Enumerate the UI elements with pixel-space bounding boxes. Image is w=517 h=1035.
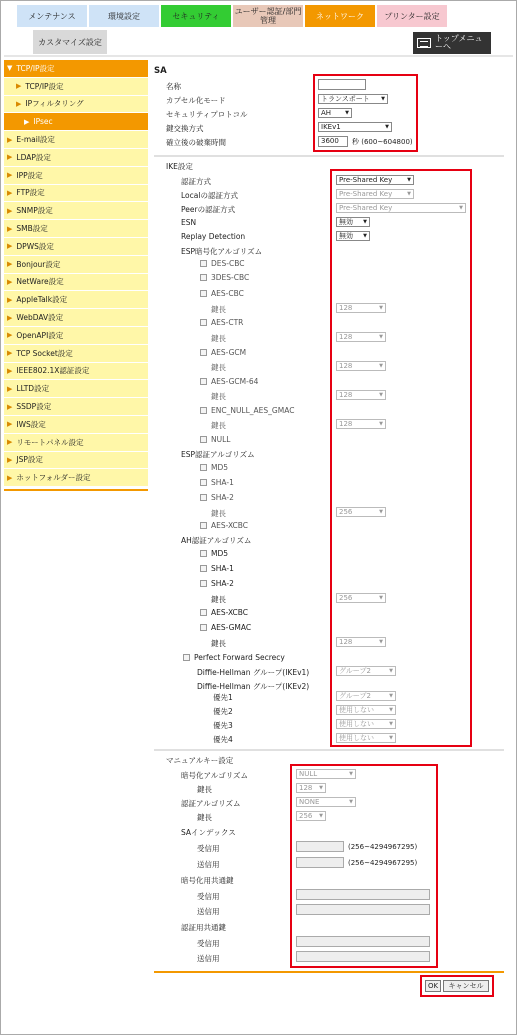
chevron-right-icon: ▶ — [7, 153, 13, 162]
sidebar-item-label: Bonjour設定 — [16, 259, 61, 269]
sidebar-item-tcpip-group[interactable] — [4, 60, 148, 78]
esp-enc-label: ESP暗号化アルゴリズム — [181, 247, 263, 256]
esp-enc-option-label: ENC_NULL_AES_GMAC — [211, 406, 295, 415]
priority-1-select[interactable]: グループ2 ▼ — [336, 691, 396, 701]
sidebar — [4, 60, 148, 487]
esn-label: ESN — [181, 218, 197, 227]
manual-enc-keylen-label: 鍵長 — [197, 785, 212, 794]
pfs-checkbox[interactable] — [183, 654, 190, 661]
esp-auth-checkbox[interactable] — [200, 464, 207, 471]
security-protocol-select[interactable]: AH ▼ — [318, 108, 352, 118]
priority-4-label: 優先4 — [213, 735, 233, 744]
top-menu-button[interactable] — [413, 32, 491, 54]
esp-enc-checkbox[interactable] — [200, 378, 207, 385]
spi-label: SAインデックス — [181, 828, 236, 837]
esp-enc-checkbox[interactable] — [200, 260, 207, 267]
esp-enc-option-label: AES-GCM — [211, 348, 247, 357]
manual-auth-label: 認証アルゴリズム — [181, 799, 241, 808]
key-length-label: 鍵長 — [211, 334, 226, 343]
chevron-right-icon: ▶ — [7, 206, 13, 215]
sidebar-item-label: FTP設定 — [16, 188, 45, 198]
sidebar-item-ldap[interactable] — [4, 149, 148, 167]
manual-key-title: マニュアルキー設定 — [166, 756, 234, 765]
auth-method-label: 認証方式 — [181, 177, 211, 186]
footer-divider — [154, 971, 504, 973]
sidebar-item-tcp-socket[interactable] — [4, 345, 148, 363]
esp-enc-option-label: AES-CBC — [211, 289, 244, 298]
sidebar-item-label: NetWare設定 — [16, 277, 64, 287]
key-length-label: 鍵長 — [211, 509, 226, 518]
chevron-right-icon: ▶ — [7, 455, 13, 464]
sidebar-item-label: TCP Socket設定 — [16, 348, 73, 358]
sidebar-item-label: OpenAPI設定 — [16, 330, 64, 340]
replay-detection-label: Replay Detection — [181, 232, 246, 241]
chevron-right-icon: ▶ — [16, 82, 22, 91]
sidebar-item-ieee8021x[interactable] — [4, 363, 148, 381]
sidebar-item-smb[interactable] — [4, 220, 148, 238]
manual-auth-select[interactable]: NONE ▼ — [296, 797, 356, 807]
auth-key-send-label: 送信用 — [197, 954, 220, 963]
sidebar-item-bonjour[interactable] — [4, 256, 148, 274]
key-length-label: 鍵長 — [211, 363, 226, 372]
chevron-right-icon: ▶ — [7, 295, 13, 304]
priority-4-select[interactable]: 使用しない ▼ — [336, 733, 396, 743]
manual-enc-label: 暗号化アルゴリズム — [181, 771, 249, 780]
lifetime-unit: 秒 (600~604800) — [352, 138, 413, 146]
key-length-label: 鍵長 — [211, 639, 226, 648]
sidebar-item-tcpip[interactable] — [4, 78, 148, 96]
chevron-right-icon: ▶ — [16, 99, 22, 108]
ah-auth-option-label: MD5 — [211, 549, 229, 558]
key-length-label: 鍵長 — [211, 595, 226, 604]
spi-recv-label: 受信用 — [197, 844, 220, 853]
sidebar-item-label: DPWS設定 — [16, 241, 54, 251]
menu-icon — [417, 38, 431, 48]
chevron-right-icon: ▶ — [7, 331, 13, 340]
top-tabs — [16, 4, 448, 30]
chevron-right-icon: ▶ — [7, 242, 13, 251]
sidebar-item-label: AppleTalk設定 — [16, 295, 68, 305]
esp-enc-checkbox[interactable] — [200, 407, 207, 414]
esp-enc-checkbox[interactable] — [200, 349, 207, 356]
tab-printer[interactable]: プリンター設定 — [376, 4, 448, 28]
ah-auth-option-label: AES-GMAC — [211, 623, 252, 632]
esp-enc-checkbox[interactable] — [200, 274, 207, 281]
enc-key-send-label: 送信用 — [197, 907, 220, 916]
sidebar-item-email[interactable] — [4, 131, 148, 149]
chevron-down-icon: ▼ — [7, 64, 13, 73]
dh-ikev1-label: Diffie-Hellman グループ(IKEv1) — [197, 668, 310, 677]
auth-method-select[interactable]: Pre-Shared Key ▼ — [336, 175, 414, 185]
sidebar-item-label: TCP/IP設定 — [25, 81, 64, 91]
key-length-select[interactable]: 256 ▼ — [336, 593, 386, 603]
sidebar-item-ipsec[interactable] — [4, 113, 148, 131]
key-length-select[interactable]: 128 ▼ — [336, 303, 386, 313]
sidebar-item-remote-panel[interactable] — [4, 434, 148, 452]
manual-key-highlight-box — [290, 764, 438, 968]
tab-user-auth[interactable]: ユーザー認証/部門管理 — [232, 4, 304, 28]
replay-detection-select[interactable]: 無効 ▼ — [336, 231, 370, 241]
sidebar-item-label: IPフィルタリング — [25, 99, 84, 109]
ah-auth-checkbox[interactable] — [200, 580, 207, 587]
sidebar-item-label: IPsec — [33, 117, 53, 127]
auth-key-recv-label: 受信用 — [197, 939, 220, 948]
sidebar-item-label: SSDP設定 — [16, 402, 52, 412]
sidebar-item-snmp[interactable] — [4, 202, 148, 220]
header-divider — [4, 55, 513, 57]
sidebar-item-ipp[interactable] — [4, 167, 148, 185]
local-auth-label: Localの認証方式 — [181, 191, 238, 200]
esp-auth-option-label: MD5 — [211, 463, 229, 472]
esp-auth-checkbox[interactable] — [200, 479, 207, 486]
key-length-select[interactable]: 256 ▼ — [336, 507, 386, 517]
esp-enc-option-label: AES-GCM-64 — [211, 377, 259, 386]
esp-enc-option-label: AES-CTR — [211, 318, 244, 327]
chevron-right-icon: ▶ — [7, 260, 13, 269]
tab-network[interactable]: ネットワーク — [304, 4, 376, 28]
peer-auth-select[interactable]: Pre-Shared Key ▼ — [336, 203, 466, 213]
manual-enc-keylen-select[interactable]: 128 ▼ — [296, 783, 326, 793]
sidebar-item-jsp[interactable] — [4, 452, 148, 470]
sidebar-item-iws[interactable] — [4, 416, 148, 434]
esp-auth-option-label: SHA-2 — [211, 493, 234, 502]
key-length-select[interactable]: 128 ▼ — [336, 361, 386, 371]
sidebar-item-label: JSP設定 — [16, 455, 43, 465]
sidebar-item-label: IEEE802.1X認証設定 — [16, 366, 90, 376]
key-length-select[interactable]: 128 ▼ — [336, 390, 386, 400]
spi-send-label: 送信用 — [197, 860, 220, 869]
lifetime-label: 確立後の破棄時間 — [166, 138, 226, 147]
sidebar-item-label: ホットフォルダー設定 — [16, 473, 91, 483]
chevron-right-icon: ▶ — [7, 473, 13, 482]
ah-auth-option-label: AES-XCBC — [211, 608, 249, 617]
sidebar-item-ftp[interactable] — [4, 185, 148, 203]
ah-auth-option-label: SHA-2 — [211, 579, 234, 588]
priority-3-label: 優先3 — [213, 721, 233, 730]
sidebar-item-label: E-mail設定 — [16, 135, 55, 145]
sidebar-item-label: SMB設定 — [16, 224, 48, 234]
tab-customize[interactable]: カスタマイズ設定 — [33, 30, 107, 54]
ok-button[interactable]: OK — [425, 980, 441, 992]
chevron-right-icon: ▶ — [7, 224, 13, 233]
sidebar-item-label: LLTD設定 — [16, 384, 50, 394]
ike-section-divider — [154, 155, 504, 157]
chevron-right-icon: ▶ — [7, 188, 13, 197]
chevron-right-icon: ▶ — [7, 313, 13, 322]
sidebar-item-label: WebDAV設定 — [16, 313, 64, 323]
sidebar-item-label: リモートパネル設定 — [16, 437, 84, 447]
esp-auth-checkbox[interactable] — [200, 494, 207, 501]
lifetime-field[interactable]: 3600 — [318, 136, 348, 147]
cancel-button[interactable]: キャンセル — [443, 980, 489, 992]
enc-key-label: 暗号化用共通鍵 — [181, 876, 234, 885]
dh-ikev1-select[interactable]: グループ2 ▼ — [336, 666, 396, 676]
esp-enc-checkbox[interactable] — [200, 290, 207, 297]
sidebar-item-webdav[interactable] — [4, 309, 148, 327]
sidebar-item-label: LDAP設定 — [16, 152, 51, 162]
tab-environment[interactable]: 環境設定 — [88, 4, 160, 28]
ah-auth-checkbox[interactable] — [200, 550, 207, 557]
esp-enc-option-label: NULL — [211, 435, 231, 444]
sidebar-item-ssdp[interactable] — [4, 398, 148, 416]
esp-enc-option-label: DES-CBC — [211, 259, 245, 268]
key-length-select[interactable]: 128 ▼ — [336, 419, 386, 429]
esp-auth-option-label: AES-XCBC — [211, 521, 249, 530]
spi-send-range: (256~4294967295) — [348, 859, 418, 867]
esp-enc-checkbox[interactable] — [200, 319, 207, 326]
buttons-highlight-box — [420, 975, 494, 997]
key-length-select[interactable]: 128 ▼ — [336, 637, 386, 647]
tab-maintenance[interactable]: メンテナンス — [16, 4, 88, 28]
sa-highlight-box — [313, 74, 418, 152]
manual-enc-select[interactable]: NULL ▼ — [296, 769, 356, 779]
ah-auth-checkbox[interactable] — [200, 624, 207, 631]
esp-enc-option-label: 3DES-CBC — [211, 273, 250, 282]
key-length-label: 鍵長 — [211, 421, 226, 430]
manual-auth-keylen-label: 鍵長 — [197, 813, 212, 822]
sidebar-item-ip-filtering[interactable] — [4, 96, 148, 114]
chevron-right-icon: ▶ — [7, 349, 13, 358]
ike-title: IKE設定 — [166, 162, 193, 171]
sidebar-item-dpws[interactable] — [4, 238, 148, 256]
auth-key-label: 認証用共通鍵 — [181, 923, 226, 932]
encap-mode-label: カプセル化モード — [166, 96, 226, 105]
sidebar-item-lltd[interactable] — [4, 380, 148, 398]
priority-1-label: 優先1 — [213, 693, 233, 702]
dh-ikev2-label: Diffie-Hellman グループ(IKEv2) — [197, 682, 310, 691]
ike-highlight-box — [330, 169, 472, 747]
sa-title: SA — [154, 66, 167, 76]
sidebar-item-label: SNMP設定 — [16, 206, 53, 216]
sidebar-item-label: IPP設定 — [16, 170, 43, 180]
key-length-select[interactable]: 128 ▼ — [336, 332, 386, 342]
priority-3-select[interactable]: 使用しない ▼ — [336, 719, 396, 729]
esp-auth-checkbox[interactable] — [200, 522, 207, 529]
priority-2-label: 優先2 — [213, 707, 233, 716]
peer-auth-label: Peerの認証方式 — [181, 205, 236, 214]
esp-enc-checkbox[interactable] — [200, 436, 207, 443]
ah-auth-label: AH認証アルゴリズム — [181, 536, 252, 545]
chevron-right-icon: ▶ — [7, 402, 13, 411]
sidebar-item-label: IWS設定 — [16, 419, 46, 429]
key-length-label: 鍵長 — [211, 392, 226, 401]
sidebar-item-label: TCP/IP設定 — [16, 63, 55, 73]
chevron-right-icon: ▶ — [7, 438, 13, 447]
tab-security[interactable]: セキュリティ — [160, 4, 232, 28]
sidebar-bottom-line — [4, 489, 148, 491]
chevron-right-icon: ▶ — [7, 135, 13, 144]
chevron-right-icon: ▶ — [7, 384, 13, 393]
manual-section-divider — [154, 749, 504, 751]
esp-auth-option-label: SHA-1 — [211, 478, 234, 487]
sidebar-item-netware[interactable] — [4, 274, 148, 292]
ah-auth-checkbox[interactable] — [200, 565, 207, 572]
key-exchange-select[interactable]: IKEv1 ▼ — [318, 122, 392, 132]
chevron-right-icon: ▶ — [24, 117, 30, 126]
key-length-label: 鍵長 — [211, 305, 226, 314]
enc-key-recv-label: 受信用 — [197, 892, 220, 901]
name-label: 名称 — [166, 82, 181, 91]
chevron-right-icon: ▶ — [7, 366, 13, 375]
spi-recv-range: (256~4294967295) — [348, 843, 418, 851]
sidebar-item-openapi[interactable] — [4, 327, 148, 345]
esn-select[interactable]: 無効 ▼ — [336, 217, 370, 227]
key-exchange-label: 鍵交換方式 — [166, 124, 204, 133]
chevron-right-icon: ▶ — [7, 277, 13, 286]
ah-auth-checkbox[interactable] — [200, 609, 207, 616]
ah-auth-option-label: SHA-1 — [211, 564, 234, 573]
sidebar-item-appletalk[interactable] — [4, 291, 148, 309]
top-menu-label: トップメニューへ — [435, 34, 483, 51]
local-auth-select[interactable]: Pre-Shared Key ▼ — [336, 189, 414, 199]
priority-2-select[interactable]: 使用しない ▼ — [336, 705, 396, 715]
pfs-label: Perfect Forward Secrecy — [194, 653, 285, 662]
esp-auth-label: ESP認証アルゴリズム — [181, 450, 255, 459]
chevron-right-icon: ▶ — [7, 171, 13, 180]
chevron-right-icon: ▶ — [7, 420, 13, 429]
security-protocol-label: セキュリティプロトコル — [166, 110, 248, 119]
encap-mode-select[interactable]: トランスポート ▼ — [318, 94, 388, 104]
sidebar-item-hot-folder[interactable] — [4, 469, 148, 487]
manual-auth-keylen-select[interactable]: 256 ▼ — [296, 811, 326, 821]
